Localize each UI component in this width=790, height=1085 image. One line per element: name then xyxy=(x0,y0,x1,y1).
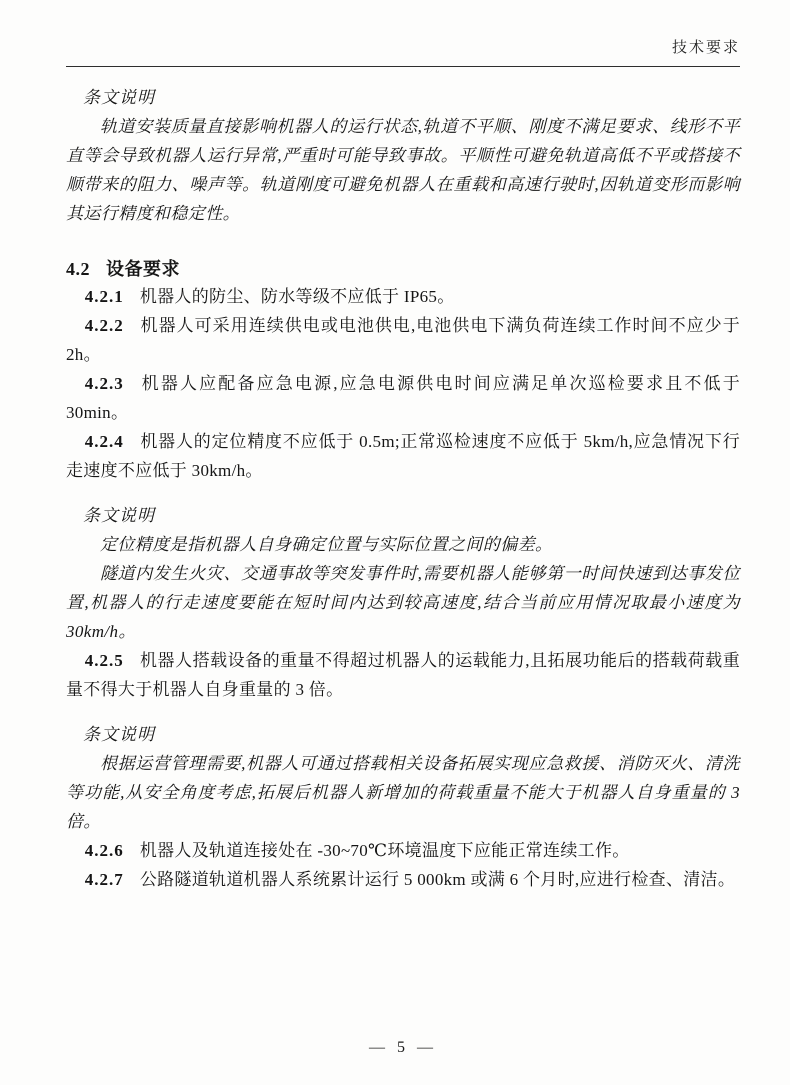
clause-number: 4.2.6 xyxy=(84,841,124,860)
clause-text: 机器人应配备应急电源,应急电源供电时间应满足单次巡检要求且不低于 30min。 xyxy=(66,374,740,422)
clause-text: 机器人的定位精度不应低于 0.5m;正常巡检速度不应低于 5km/h,应急情况下行走速度不应低于 30km/h。 xyxy=(66,432,740,480)
explanation-label: 条文说明 xyxy=(83,725,155,744)
section-heading xyxy=(66,256,740,282)
running-head: 技术要求 xyxy=(671,39,740,56)
clause-text: 机器人及轨道连接处在 -30~70℃环境温度下应能正常连续工作。 xyxy=(139,841,630,860)
clause-text: 机器人的防尘、防水等级不应低于 IP65。 xyxy=(139,287,455,306)
clause xyxy=(66,836,740,865)
clause-number: 4.2.7 xyxy=(84,870,124,889)
explanation-block xyxy=(66,83,740,228)
clause xyxy=(66,282,740,311)
clause-number: 4.2.1 xyxy=(84,287,124,306)
clause-number: 4.2.3 xyxy=(84,374,124,393)
clause-text: 公路隧道轨道机器人系统累计运行 5 000km 或满 6 个月时,应进行检查、清洁。 xyxy=(139,870,736,889)
explanation-label: 条文说明 xyxy=(83,88,155,107)
clause xyxy=(66,369,740,427)
explanation-block xyxy=(66,501,740,646)
explanation-paragraph: 根据运营管理需要,机器人可通过搭载相关设备拓展实现应急救援、消防灭火、清洗等功能,从安全角度考虑,拓展后机器人新增加的荷载重量不能大于机器人自身重量的 3 倍。 xyxy=(66,754,740,831)
clause xyxy=(66,865,740,894)
page-footer xyxy=(66,1039,740,1065)
explanation-label: 条文说明 xyxy=(83,506,155,525)
section-title: 设备要求 xyxy=(106,259,180,279)
clause-number: 4.2.4 xyxy=(84,432,124,451)
clause xyxy=(66,427,740,485)
clause-number: 4.2.5 xyxy=(84,651,124,670)
page-number: — 5 — xyxy=(369,1039,437,1056)
clause-text: 机器人可采用连续供电或电池供电,电池供电下满负荷连续工作时间不应少于 2h。 xyxy=(66,316,740,364)
explanation-paragraph: 定位精度是指机器人自身确定位置与实际位置之间的偏差。 xyxy=(100,535,553,554)
explanation-paragraph: 隧道内发生火灾、交通事故等突发事件时,需要机器人能够第一时间快速到达事发位置,机器人的行走速度要能在短时间内达到较高速度,结合当前应用情况取最小速度为 30km/h。 xyxy=(66,564,740,641)
explanation-block xyxy=(66,720,740,836)
clause-number: 4.2.2 xyxy=(84,316,124,335)
document-body xyxy=(66,67,740,894)
explanation-paragraph: 轨道安装质量直接影响机器人的运行状态,轨道不平顺、刚度不满足要求、线形不平直等会导致机器人运行异常,严重时可能导致事故。平顺性可避免轨道高低不平或搭接不顺带来的阻力、噪声等。轨道刚度可避免机器人在重载和高速行驶时,因轨道变形而影响其运行精度和稳定性。 xyxy=(66,117,740,223)
page-header xyxy=(66,36,740,67)
section-number: 4.2 xyxy=(66,259,90,279)
clause xyxy=(66,646,740,704)
clause-text: 机器人搭载设备的重量不得超过机器人的运载能力,且拓展功能后的搭载荷载重量不得大于机器人自身重量的 3 倍。 xyxy=(66,651,740,699)
clause xyxy=(66,311,740,369)
